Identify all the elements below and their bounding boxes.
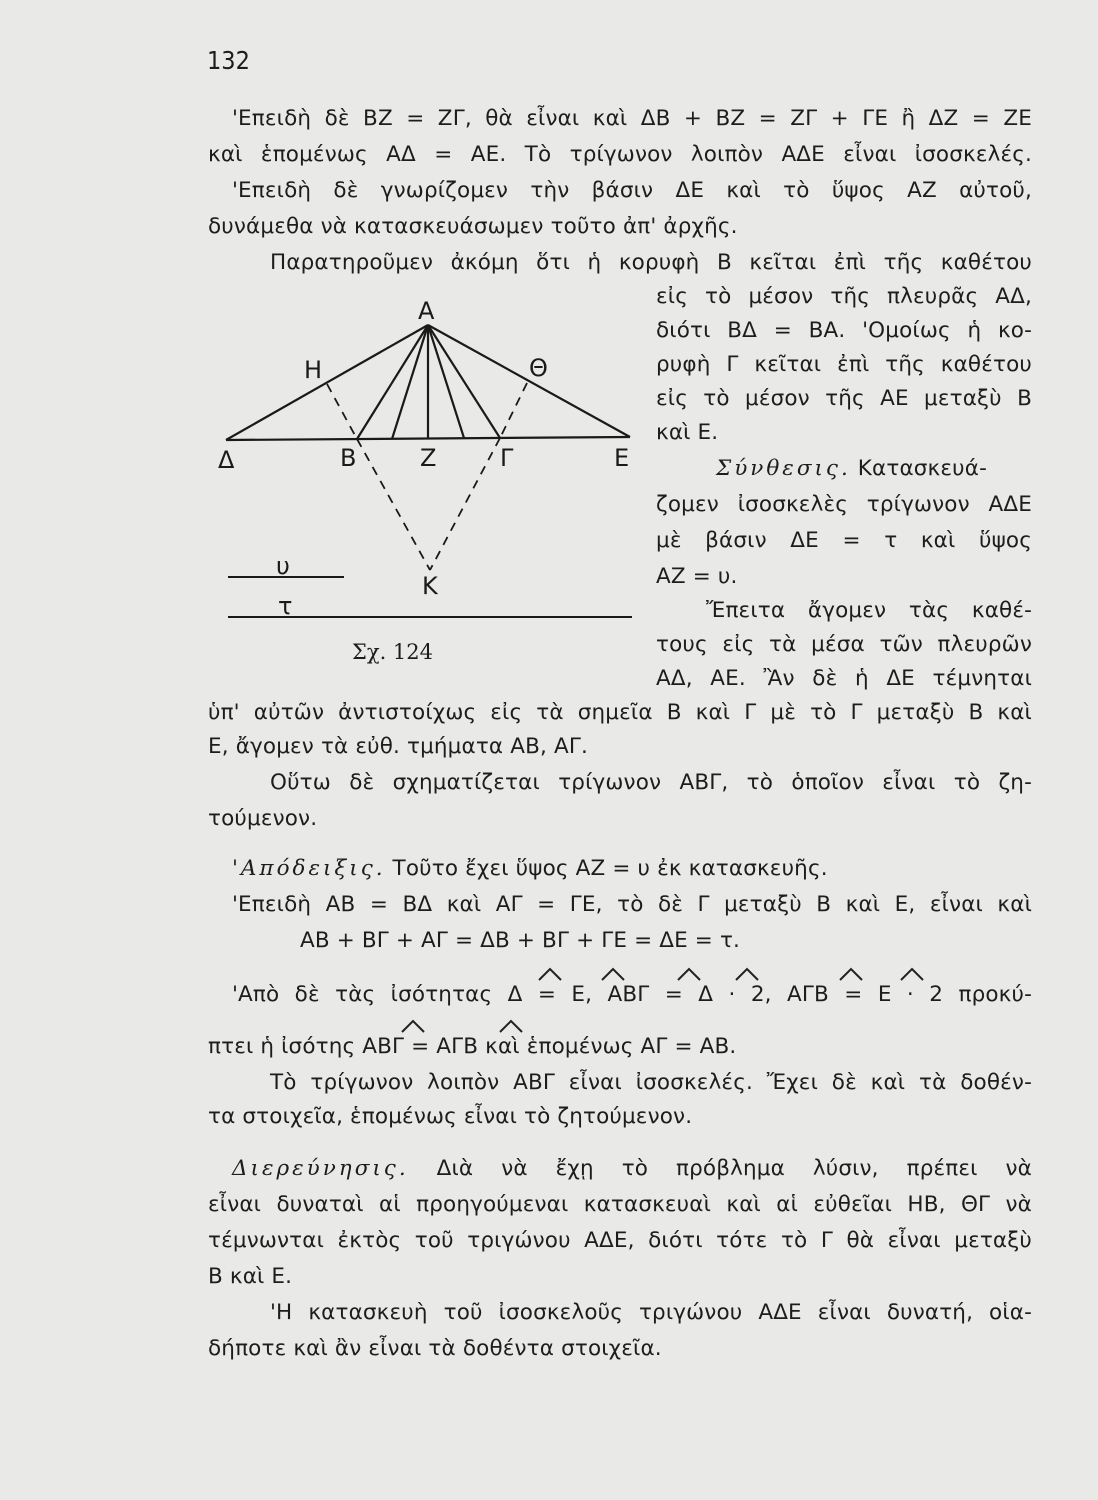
text-line-11-rest: Κατασκευά- — [850, 456, 987, 481]
text-line-19: Ε, ἄγομεν τὰ εὐθ. τμήματα ΑΒ, ΑΓ. — [208, 734, 588, 759]
text-line-5: Παρατηροῦμεν ἀκόμη ὅτι ἡ κορυφὴ Β κεῖται ἐπὶ τῆς καθέτου — [270, 250, 1032, 275]
text-line-33: 'Η κατασκευὴ τοῦ ἰσοσκελοῦς τριγώνου ΑΔΕ εἶναι δυνατή, οἱα- — [270, 1300, 1032, 1325]
perpendicular-thg — [500, 383, 527, 438]
text-line-10: καὶ Ε. — [656, 420, 719, 445]
segment-ab — [357, 325, 428, 439]
text-line-31: τέμνωνται ἐκτὸς τοῦ τριγώνου ΑΔΕ, διότι τότε τὸ Γ θὰ εἶναι μεταξὺ — [208, 1228, 1032, 1253]
label-theta: Θ — [529, 354, 548, 382]
heading-discussion: Διερεύνησις. — [232, 1156, 409, 1181]
text-line-3: 'Επειδὴ δὲ γνωρίζομεν τὴν βάσιν ΔΕ καὶ τὸ ὕψος ΑΖ αὐτοῦ, — [232, 178, 1032, 203]
text-line-8: ρυφὴ Γ κεῖται ἐπὶ τῆς καθέτου — [656, 352, 1032, 377]
text-line-9: εἰς τὸ μέσον τῆς ΑΕ μεταξὺ Β — [656, 386, 1032, 411]
text-line-29-rest: Διὰ νὰ ἔχῃ τὸ πρόβλημα λύσιν, πρέπει νὰ — [408, 1156, 1032, 1181]
text-line-16: τους εἰς τὰ μέσα τῶν πλευρῶν — [656, 632, 1032, 657]
text-line-17: ΑΔ, ΑΕ. Ἂν δὲ ἡ ΔΕ τέμνηται — [656, 666, 1032, 691]
text-line-18: ὑπ' αὐτῶν ἀντιστοίχως εἰς τὰ σημεῖα Β καὶ Γ μὲ τὸ Γ μεταξὺ Β καὶ — [208, 700, 1032, 725]
text-line-2: καὶ ἑπομένως ΑΔ = ΑΕ. Τὸ τρίγωνον λοιπὸν ΑΔΕ εἶναι ἰσοσκελές. — [208, 142, 1032, 167]
text-line-14: ΑΖ = υ. — [656, 564, 738, 589]
label-upsilon: υ — [276, 552, 290, 580]
label-gamma: Γ — [500, 444, 514, 472]
label-beta: Β — [340, 444, 357, 472]
figure-caption: Σχ. 124 — [352, 640, 434, 664]
segment-gk — [430, 438, 500, 570]
text-line-4: δυνάμεθα νὰ κατασκευάσωμεν τοῦτο ἀπ' ἀρχῆς. — [208, 214, 738, 239]
text-line-26: πτει ἡ ἰσότης ΑΒΓ = ΑΓΒ καὶ ἑπομένως ΑΓ = ΑΒ. — [208, 1034, 737, 1059]
text-line-23: 'Επειδὴ ΑΒ = ΒΔ καὶ ΑΓ = ΓΕ, τὸ δὲ Γ μεταξὺ Β καὶ Ε, εἶναι καὶ — [232, 892, 1032, 917]
text-line-20: Οὕτω δὲ σχηματίζεται τρίγωνον ΑΒΓ, τὸ ὁποῖον εἶναι τὸ ζη- — [270, 770, 1032, 795]
label-kappa: Κ — [422, 572, 438, 600]
heading-synthesis: Σύνθεσις. — [716, 456, 851, 481]
text-line-1: 'Επειδὴ δὲ ΒΖ = ΖΓ, θὰ εἶναι καὶ ΔΒ + ΒΖ = ΖΓ + ΓΕ ἢ ΔΖ = ΖΕ — [232, 106, 1032, 131]
text-line-13: μὲ βάσιν ΔΕ = τ καὶ ὕψος — [656, 528, 1032, 553]
label-alpha: Α — [418, 297, 435, 325]
text-line-32: Β καὶ Ε. — [208, 1264, 293, 1289]
equation-perimeter: ΑΒ + ΒΓ + ΑΓ = ΔΒ + ΒΓ + ΓΕ = ΔΕ = τ. — [300, 928, 741, 953]
page-number: 132 — [207, 46, 250, 75]
label-epsilon: Ε — [614, 444, 630, 472]
text-line-27: Τὸ τρίγωνον λοιπὸν ΑΒΓ εἶναι ἰσοσκελές. Ἔχει δὲ καὶ τὰ δοθέν- — [270, 1070, 1032, 1095]
text-line-15: Ἔπειτα ἄγομεν τὰς καθέ- — [706, 598, 1032, 623]
text-line-30: εἶναι δυναταὶ αἱ προηγούμεναι κατασκευαὶ καὶ αἱ εὐθεῖαι ΗΒ, ΘΓ νὰ — [208, 1192, 1032, 1217]
label-delta: Δ — [218, 446, 235, 474]
label-eta: Η — [304, 356, 323, 384]
label-zeta: Ζ — [420, 444, 437, 472]
text-line-12: ζομεν ἰσοσκελὲς τρίγωνον ΑΔΕ — [656, 492, 1032, 517]
text-line-34: δήποτε καὶ ἂν εἶναι τὰ δοθέντα στοιχεῖα. — [208, 1336, 662, 1361]
heading-proof: 'Απόδειξις. — [232, 856, 386, 881]
text-line-7: διότι ΒΔ = ΒΑ. 'Ομοίως ἡ κο- — [656, 318, 1032, 343]
text-line-25: 'Απὸ δὲ τὰς ἰσότητας Δ = Ε, ΑΒΓ = Δ · 2, ΑΓΒ = Ε · 2 προκύ- — [232, 982, 1032, 1007]
label-tau: τ — [278, 592, 293, 620]
text-line-6: εἰς τὸ μέσον τῆς πλευρᾶς ΑΔ, — [656, 284, 1032, 309]
text-line-21: τούμενον. — [208, 806, 318, 831]
segment-ag — [428, 325, 500, 438]
text-line-22-rest: Τοῦτο ἔχει ὕψος ΑΖ = υ ἐκ κατασκευῆς. — [385, 856, 828, 881]
text-line-28: τα στοιχεῖα, ἑπομένως εἶναι τὸ ζητούμενον. — [208, 1104, 693, 1129]
perpendicular-hb — [327, 384, 357, 439]
